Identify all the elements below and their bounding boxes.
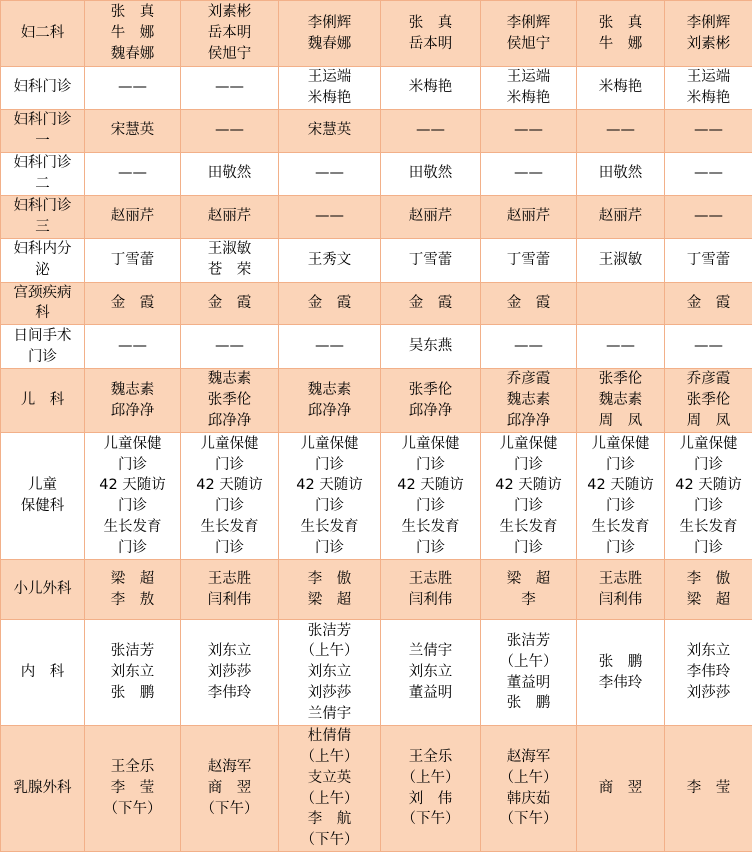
schedule-cell: 田敬然	[181, 152, 279, 195]
schedule-cell: ——	[665, 152, 752, 195]
schedule-cell: 田敬然	[577, 152, 665, 195]
schedule-cell: 张 真 岳本明	[381, 1, 481, 67]
schedule-cell: 丁雪蕾	[481, 238, 577, 282]
schedule-cell: 王志胜 闫利伟	[181, 560, 279, 620]
schedule-cell: 王淑敏	[577, 238, 665, 282]
schedule-cell: 宋慧英	[279, 109, 381, 152]
schedule-cell: 张洁芳 （上午） 刘东立 刘莎莎 兰倩宇	[279, 620, 381, 726]
schedule-cell: 乔彦霞 张季伦 周 凤	[665, 369, 752, 433]
schedule-cell: 王运端 米梅艳	[279, 67, 381, 110]
schedule-cell: ——	[85, 325, 181, 369]
schedule-cell: 李 傲 梁 超	[279, 560, 381, 620]
row-fuke-menzhen-2	[1, 152, 752, 195]
schedule-cell: 乔彦霞 魏志素 邱净净	[481, 369, 577, 433]
schedule-cell: 金 霞	[85, 282, 181, 325]
schedule-cell: 杜倩倩 （上午） 支立英 （上午） 李 航 （下午）	[279, 726, 381, 852]
schedule-cell: ——	[279, 152, 381, 195]
department-label: 宫颈疾病 科	[1, 282, 85, 325]
row-fuke-neifenmi	[1, 238, 752, 282]
schedule-cell: 李俐辉 侯旭宁	[481, 1, 577, 67]
schedule-cell: 王秀文	[279, 238, 381, 282]
schedule-cell: 张季伦 魏志素 周 凤	[577, 369, 665, 433]
schedule-cell: 金 霞	[181, 282, 279, 325]
schedule-cell: ——	[181, 325, 279, 369]
schedule-cell: 赵丽芹	[481, 195, 577, 238]
schedule-cell: 金 霞	[665, 282, 752, 325]
schedule-cell: 赵丽芹	[181, 195, 279, 238]
schedule-cell: 梁 超 李 敖	[85, 560, 181, 620]
schedule-cell: 赵丽芹	[381, 195, 481, 238]
department-label: 乳腺外科	[1, 726, 85, 852]
schedule-cell: 王全乐 李 莹 （下午）	[85, 726, 181, 852]
schedule-cell: 李俐辉 魏春娜	[279, 1, 381, 67]
row-rijian-shoushu	[1, 325, 752, 369]
schedule-cell: 王淑敏 苍 荣	[181, 238, 279, 282]
schedule-cell: 张 真 牛 娜	[577, 1, 665, 67]
schedule-cell: 王全乐 （上午） 刘 伟 （下午）	[381, 726, 481, 852]
schedule-cell: 张 鹏 李伟玲	[577, 620, 665, 726]
schedule-cell: ——	[665, 109, 752, 152]
schedule-cell: 王运端 米梅艳	[665, 67, 752, 110]
schedule-cell: ——	[481, 109, 577, 152]
schedule-cell: ——	[577, 325, 665, 369]
department-label: 妇二科	[1, 1, 85, 67]
schedule-cell: 梁 超 李	[481, 560, 577, 620]
department-label: 妇科门诊 二	[1, 152, 85, 195]
schedule-cell: 丁雪蕾	[85, 238, 181, 282]
schedule-cell: 儿童保健 门诊 42 天随访 门诊 生长发育 门诊	[381, 433, 481, 560]
department-label: 妇科内分 泌	[1, 238, 85, 282]
schedule-cell: 张洁芳 刘东立 张 鹏	[85, 620, 181, 726]
department-label: 妇科门诊 一	[1, 109, 85, 152]
schedule-cell: 赵丽芹	[85, 195, 181, 238]
schedule-cell: 宋慧英	[85, 109, 181, 152]
schedule-cell: 魏志素 张季伦 邱净净	[181, 369, 279, 433]
schedule-cell: 儿童保健 门诊 42 天随访 门诊 生长发育 门诊	[279, 433, 381, 560]
schedule-cell: 李 莹	[665, 726, 752, 852]
schedule-cell: 魏志素 邱净净	[85, 369, 181, 433]
schedule-cell: 吴东燕	[381, 325, 481, 369]
schedule-cell: 儿童保健 门诊 42 天随访 门诊 生长发育 门诊	[85, 433, 181, 560]
schedule-cell: 王志胜 闫利伟	[381, 560, 481, 620]
schedule-cell	[577, 282, 665, 325]
schedule-cell: 魏志素 邱净净	[279, 369, 381, 433]
schedule-cell: ——	[85, 152, 181, 195]
schedule-cell: 李俐辉 刘素彬	[665, 1, 752, 67]
row-erke	[1, 369, 752, 433]
schedule-cell: 商 翌	[577, 726, 665, 852]
department-label: 小儿外科	[1, 560, 85, 620]
schedule-cell: ——	[181, 109, 279, 152]
department-label: 妇科门诊 三	[1, 195, 85, 238]
row-neike	[1, 620, 752, 726]
schedule-cell: ——	[577, 109, 665, 152]
row-fuke-menzhen-3	[1, 195, 752, 238]
schedule-cell: 丁雪蕾	[381, 238, 481, 282]
row-xiao-er-waike	[1, 560, 752, 620]
schedule-cell: 金 霞	[381, 282, 481, 325]
schedule-cell: 赵海军 商 翌 （下午）	[181, 726, 279, 852]
schedule-cell: ——	[381, 109, 481, 152]
department-label: 儿童 保健科	[1, 433, 85, 560]
schedule-cell: ——	[279, 195, 381, 238]
schedule-cell: 赵海军 （上午） 韩庆茹 （下午）	[481, 726, 577, 852]
schedule-cell: 刘东立 刘莎莎 李伟玲	[181, 620, 279, 726]
department-label: 内 科	[1, 620, 85, 726]
schedule-cell: 米梅艳	[577, 67, 665, 110]
schedule-cell: 王运端 米梅艳	[481, 67, 577, 110]
department-label: 妇科门诊	[1, 67, 85, 110]
schedule-cell: 王志胜 闫利伟	[577, 560, 665, 620]
schedule-cell: 张 真 牛 娜 魏春娜	[85, 1, 181, 67]
schedule-cell: 刘素彬 岳本明 侯旭宁	[181, 1, 279, 67]
schedule-cell: 儿童保健 门诊 42 天随访 门诊 生长发育 门诊	[481, 433, 577, 560]
schedule-cell: 田敬然	[381, 152, 481, 195]
schedule-cell: 张季伦 邱净净	[381, 369, 481, 433]
schedule-cell: 刘东立 李伟玲 刘莎莎	[665, 620, 752, 726]
department-label: 日间手术 门诊	[1, 325, 85, 369]
schedule-cell: 儿童保健 门诊 42 天随访 门诊 生长发育 门诊	[181, 433, 279, 560]
schedule-cell: 李 傲 梁 超	[665, 560, 752, 620]
row-ertong-baojian	[1, 433, 752, 560]
row-ruxian-waike	[1, 726, 752, 852]
schedule-cell: ——	[481, 325, 577, 369]
schedule-cell: 金 霞	[481, 282, 577, 325]
schedule-cell: ——	[665, 325, 752, 369]
schedule-cell: 金 霞	[279, 282, 381, 325]
row-fuke-menzhen-1	[1, 109, 752, 152]
schedule-cell: ——	[279, 325, 381, 369]
schedule-cell: 张洁芳 （上午） 董益明 张 鹏	[481, 620, 577, 726]
schedule-cell: ——	[481, 152, 577, 195]
row-fu-er-ke	[1, 1, 752, 67]
schedule-cell: 赵丽芹	[577, 195, 665, 238]
schedule-cell: ——	[665, 195, 752, 238]
schedule-cell: 儿童保健 门诊 42 天随访 门诊 生长发育 门诊	[665, 433, 752, 560]
schedule-cell: 丁雪蕾	[665, 238, 752, 282]
schedule-cell: 米梅艳	[381, 67, 481, 110]
row-gongjing-jibing	[1, 282, 752, 325]
department-label: 儿 科	[1, 369, 85, 433]
row-fuke-menzhen	[1, 67, 752, 110]
schedule-cell: ——	[85, 67, 181, 110]
schedule-cell: 兰倩宇 刘东立 董益明	[381, 620, 481, 726]
schedule-cell: ——	[181, 67, 279, 110]
schedule-cell: 儿童保健 门诊 42 天随访 门诊 生长发育 门诊	[577, 433, 665, 560]
